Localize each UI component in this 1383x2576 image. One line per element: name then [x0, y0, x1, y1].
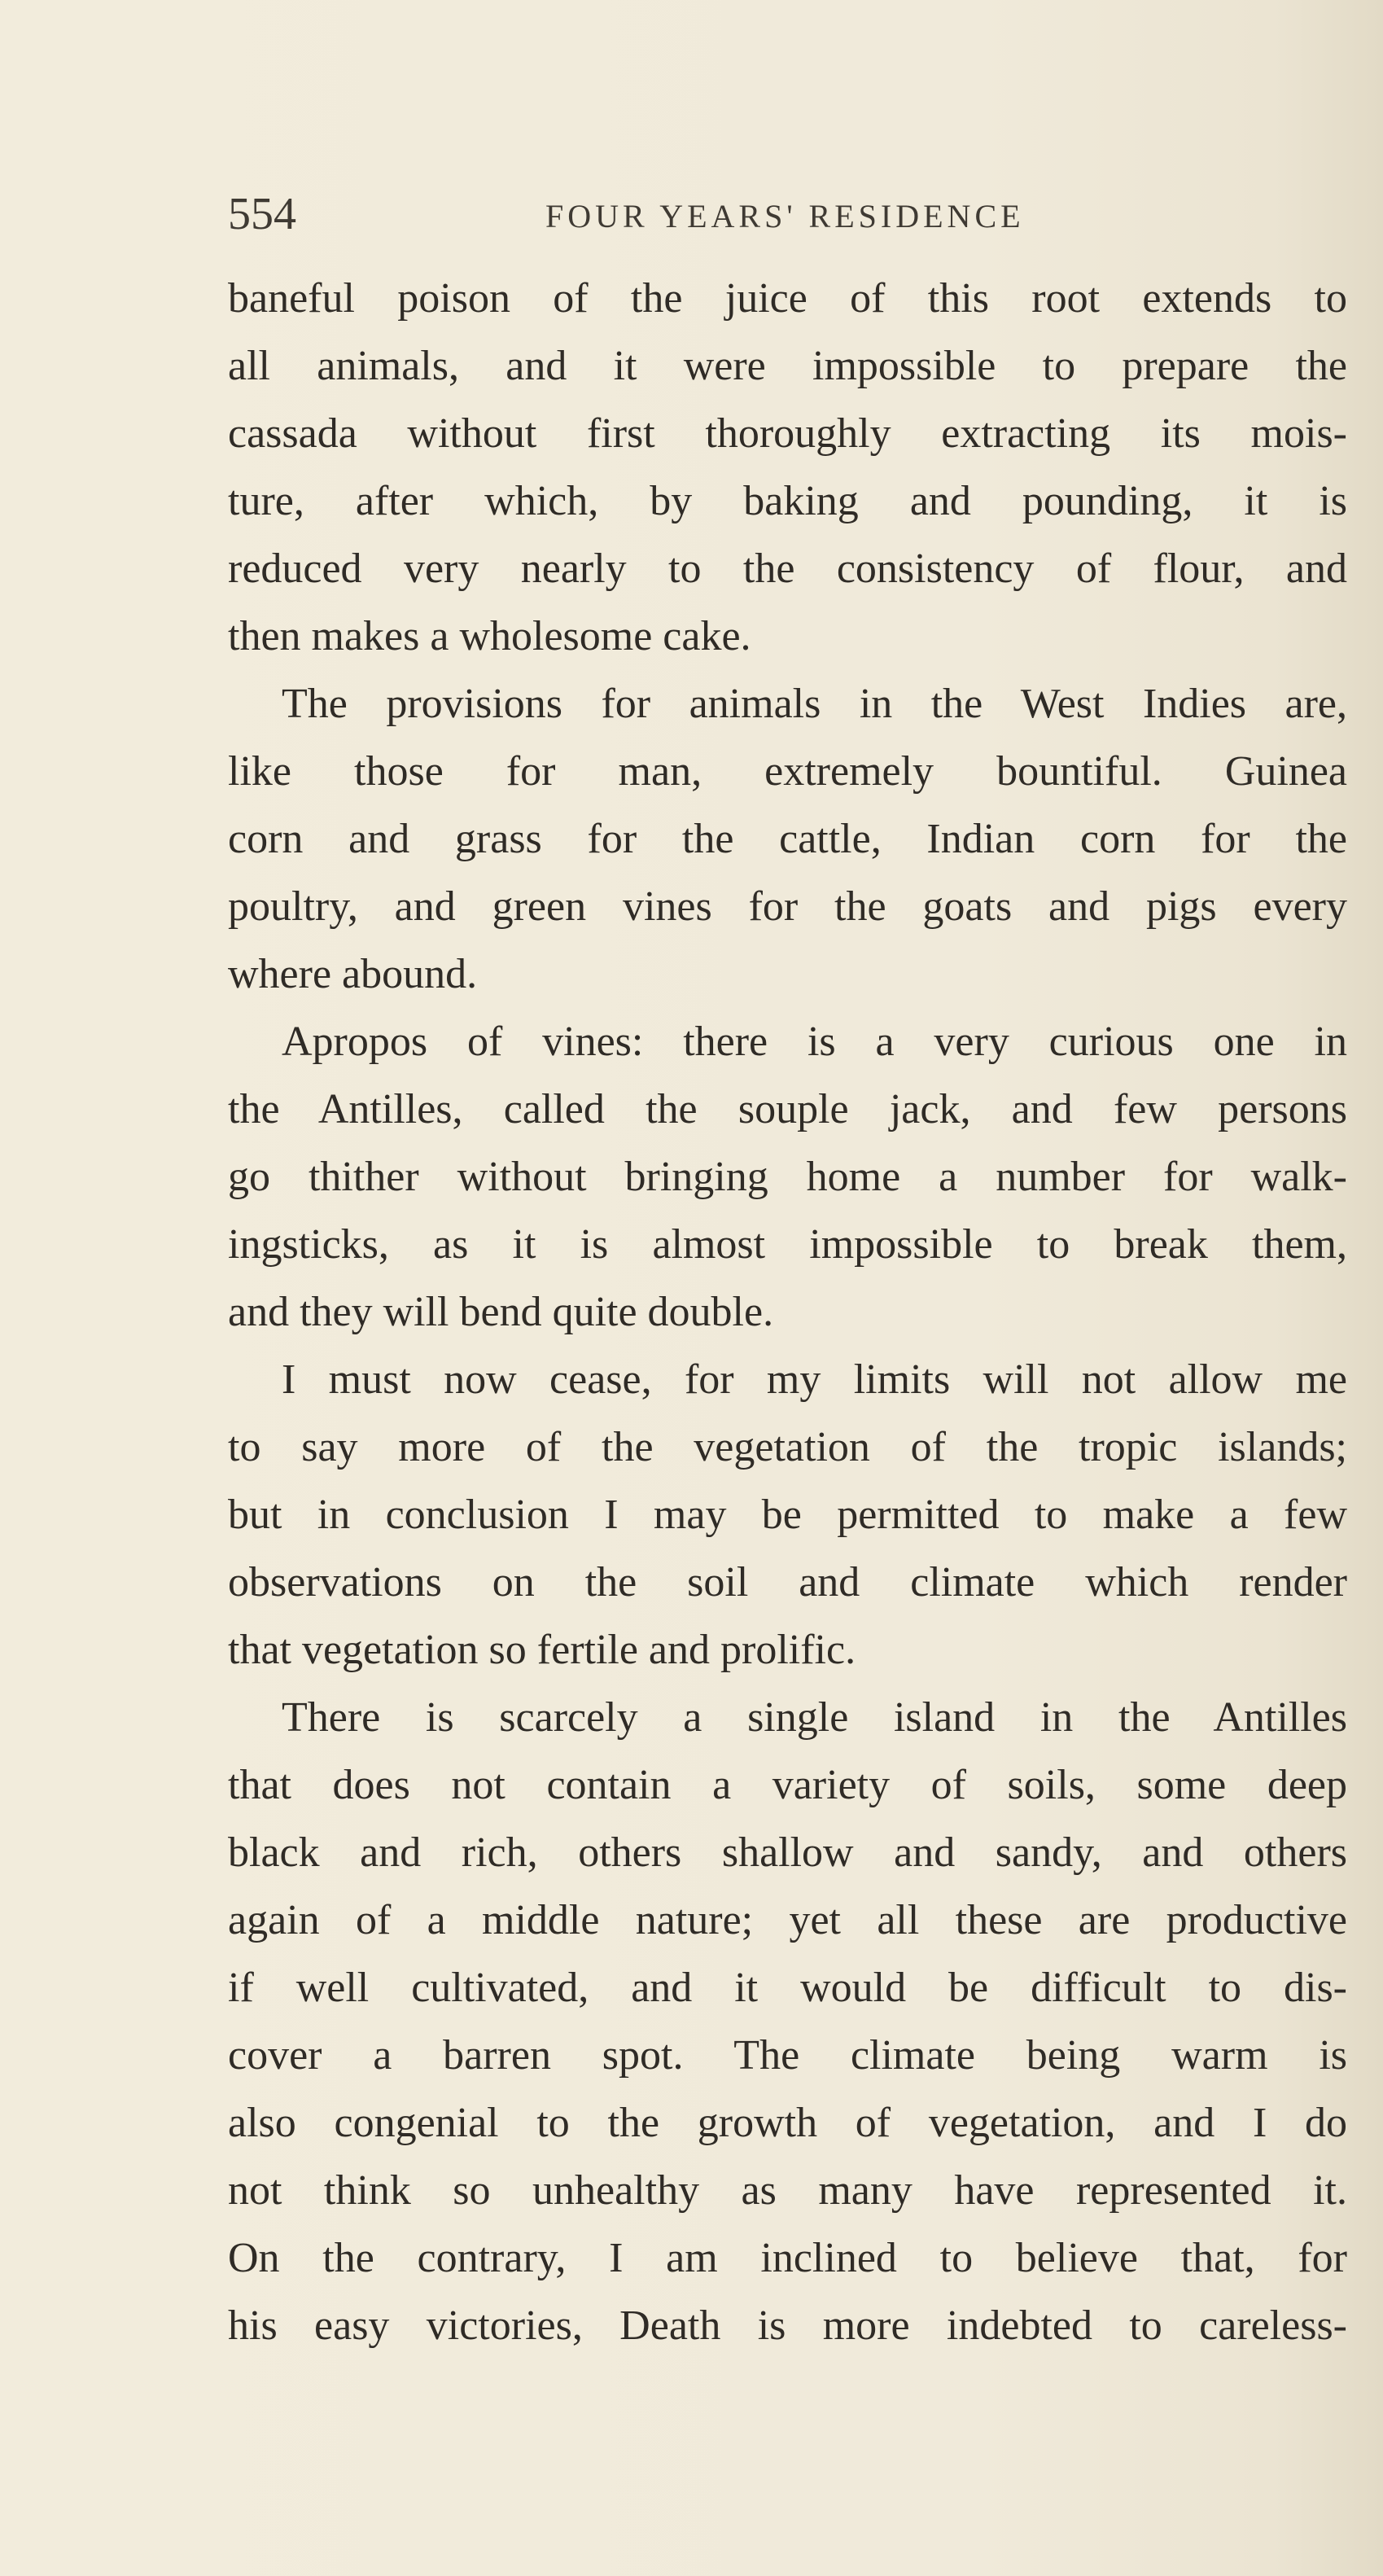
text-line: then makes a wholesome cake. [228, 613, 751, 659]
paragraph [228, 1008, 1347, 1346]
text-line: The provisions for animals in the West Indies are, [282, 681, 1347, 727]
text-line: reduced very nearly to the consistency of flour, and [228, 545, 1347, 592]
text-line: corn and grass for the cattle, Indian corn for the [228, 816, 1347, 862]
text-line: ture, after which, by baking and pounding, it is [228, 478, 1347, 524]
running-head: FOUR YEARS' RESIDENCE [545, 198, 1025, 234]
text-line: On the contrary, I am inclined to believe that, for [228, 2235, 1347, 2281]
text-line: I must now cease, for my limits will not allow me [282, 1356, 1347, 1403]
text-line: again of a middle nature; yet all these are productive [228, 1897, 1347, 1943]
text-line: also congenial to the growth of vegetation, and I do [228, 2100, 1347, 2146]
text-line: the Antilles, called the souple jack, and few persons [228, 1086, 1347, 1132]
text-line: Apropos of vines: there is a very curious one in [282, 1019, 1347, 1065]
text-line: if well cultivated, and it would be difficult to dis- [228, 1965, 1347, 2011]
text-line: but in conclusion I may be permitted to make a few [228, 1492, 1347, 1538]
text-line: his easy victories, Death is more indebted to careless- [228, 2302, 1347, 2349]
body-text [228, 265, 1347, 2359]
text-line: ingsticks, as it is almost impossible to break them, [228, 1221, 1347, 1268]
text-line: cover a barren spot. The climate being warm is [228, 2032, 1347, 2079]
text-line: and they will bend quite double. [228, 1289, 774, 1335]
paragraph [228, 1684, 1347, 2359]
text-line: poultry, and green vines for the goats and pigs every [228, 883, 1347, 930]
text-line: go thither without bringing home a number for walk- [228, 1154, 1347, 1200]
text-line: cassada without first thoroughly extracting its mois- [228, 410, 1347, 457]
text-line: like those for man, extremely bountiful. Guinea [228, 748, 1347, 795]
page-number: 554 [228, 189, 296, 239]
text-line: all animals, and it were impossible to prepare the [228, 343, 1347, 389]
text-line: to say more of the vegetation of the tropic islands; [228, 1424, 1347, 1470]
text-line: that does not contain a variety of soils, some deep [228, 1762, 1347, 1808]
paragraph [228, 265, 1347, 670]
text-line: where abound. [228, 951, 478, 997]
page-header [228, 186, 1351, 243]
text-line: baneful poison of the juice of this root extends to [228, 275, 1347, 322]
text-line: black and rich, others shallow and sandy, and others [228, 1829, 1347, 1876]
paragraph [228, 670, 1347, 1008]
text-line: There is scarcely a single island in the Antilles [282, 1694, 1347, 1741]
paragraph [228, 1346, 1347, 1684]
text-line: not think so unhealthy as many have represented it. [228, 2167, 1347, 2214]
text-line: observations on the soil and climate which render [228, 1559, 1347, 1606]
text-line: that vegetation so fertile and prolific. [228, 1627, 856, 1673]
